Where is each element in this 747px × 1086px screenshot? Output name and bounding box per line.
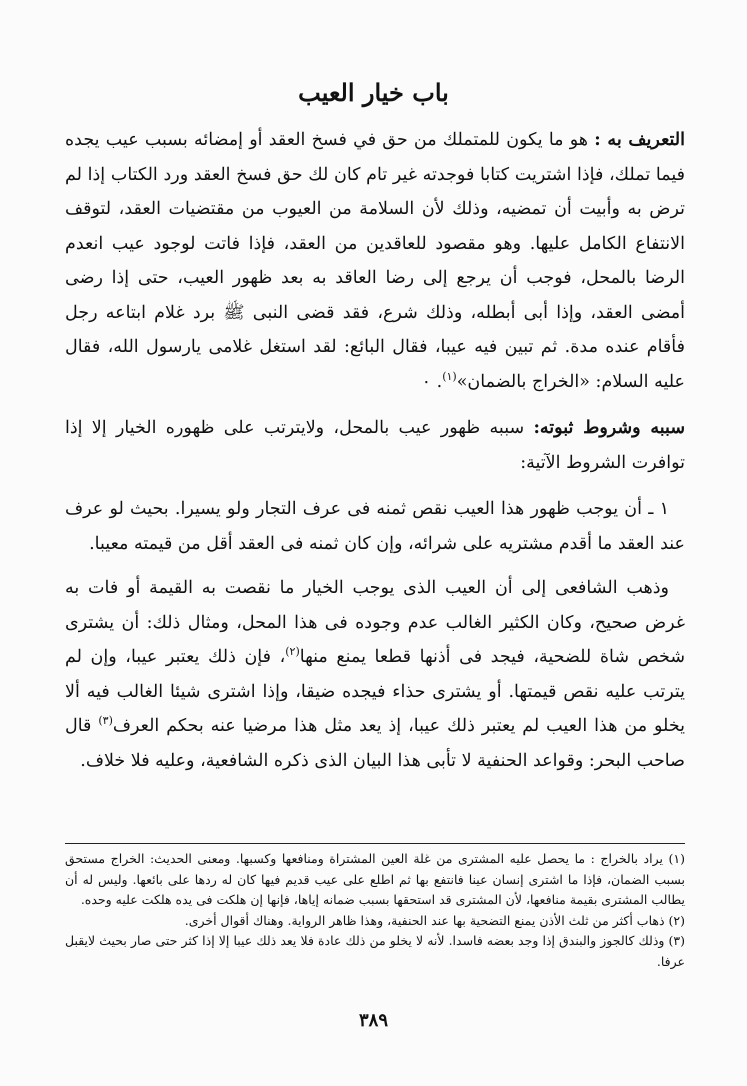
definition-end: . ٠ [421,371,443,392]
shafii-text-a: وذهب الشافعى إلى أن العيب الذى يوجب الخيار ما نقصت به القيمة أو فات به غرض صحيح، وكان الكثير الغالب عدم وجوده فى هذا المحل، ومثال ذلك: أن يشترى شخص شاة للضحية، فيجد فى أذنها قطعا يمنع منها [65,578,685,667]
shafii-text-b: ، فإن ذلك يعتبر عيبا، وإن لم يترتب عليه نقص قيمتها. أو يشترى حذاء فيجده ضيقا، وإذا اشترى شيئا الغالب فيه ألا يخلو من هذا العيب لم يعتبر ذلك عيبا، إذ يعد مثل هذا مرضيا عنه بحكم العرف [65,647,685,736]
conditions-text: سببه ظهور عيب بالمحل، ولايترتب على ظهوره الخيار إلا إذا توافرت الشروط الآتية: [65,418,685,473]
footnotes [65,849,685,972]
conditions-paragraph [65,411,685,480]
footnote-1: (١) يراد بالخراج : ما يحصل عليه المشترى من غلة العين المشتراة ومنافعها وكسبها. ومعنى الحديث: الخراج مستحق بسبب الضمان، فإذا ما اشترى إنسان عينا فانتفع بها ثم اطلع على عيب قديم فيها كان له ردها على بائعها. وليس له أن يطالب المشترى بقيمة منافعها، لأن المشترى قد استحقها بسبب ضمانه إياها، فإنها إن هلكت فى يده هلكت عليه وحده. [65,851,685,907]
footnote-2: (٢) ذهاب أكثر من ثلث الأذن يمنع التضحية بها عند الحنفية، وهذا ظاهر الرواية. وهناك أقوال أخرى. [184,912,685,928]
page-number: ٣٨٩ [358,1010,388,1031]
footnote-ref-2: (٢) [285,645,300,659]
shafii-text-c: قال صاحب البحر: وقواعد الحنفية لا تأبى هذا البيان الذى ذكره الشافعية، وعليه فلا خلاف. [65,716,685,771]
footnote-ref-1: (١) [442,369,457,383]
footnote-divider [65,843,685,844]
chapter-title: باب خيار العيب [298,78,449,107]
shafii-paragraph [65,571,685,778]
footnote-3: (٣) وذلك كالجوز والبندق إذا وجد بعضه فاسدا. لأنه لا يخلو من ذلك عادة فلا يعد ذلك عيبا إلا إذا كثر حتى صار بحيث لايقبل عرفا. [65,933,685,969]
definition-text: هو ما يكون للمتملك من حق في فسخ العقد أو إمضائه بسبب عيب يجده فيما تملك، فإذا اشتريت كتابا فوجدته غير تام كان لك حق فسخ العقد ورد الكتاب إذا لم ترض به وأبيت أن تمضيه، وذلك لأن السلامة من العيوب من مقتضيات العقد، لتوقف الانتفاع الكامل عليها. وهو مقصود للعاقدين من العقد، فإذا فاتت لوجود عيب انعدم الرضا بالمحل، فوجب أن يرجع إلى رضا العاقد به بعد ظهور العيب، حتى إذا رضى أمضى العقد، وإذا أبى أبطله، وذلك شرع، فقد قضى النبى ﷺ برد غلام ابتاعه رجل فأقام عنده مدة. ثم تبين فيه عيبا، فقال البائع: لقد استغل غلامى يارسول الله، فقال عليه السلام: «الخراج بالضمان» [65,130,685,392]
definition-term: التعريف به : [594,130,685,150]
condition-1-paragraph: ١ ـ أن يوجب ظهور هذا العيب نقص ثمنه فى عرف التجار ولو يسيرا. بحيث لو عرف عند العقد ما أقدم مشتريه على شرائه، وإن كان ثمنه فى العقد أقل من قيمته معيبا. [65,499,685,554]
main-text [65,123,685,778]
footnote-ref-3: (٣) [98,714,113,728]
conditions-term: سببه وشروط ثبوته: [533,418,685,438]
definition-paragraph [65,123,685,399]
